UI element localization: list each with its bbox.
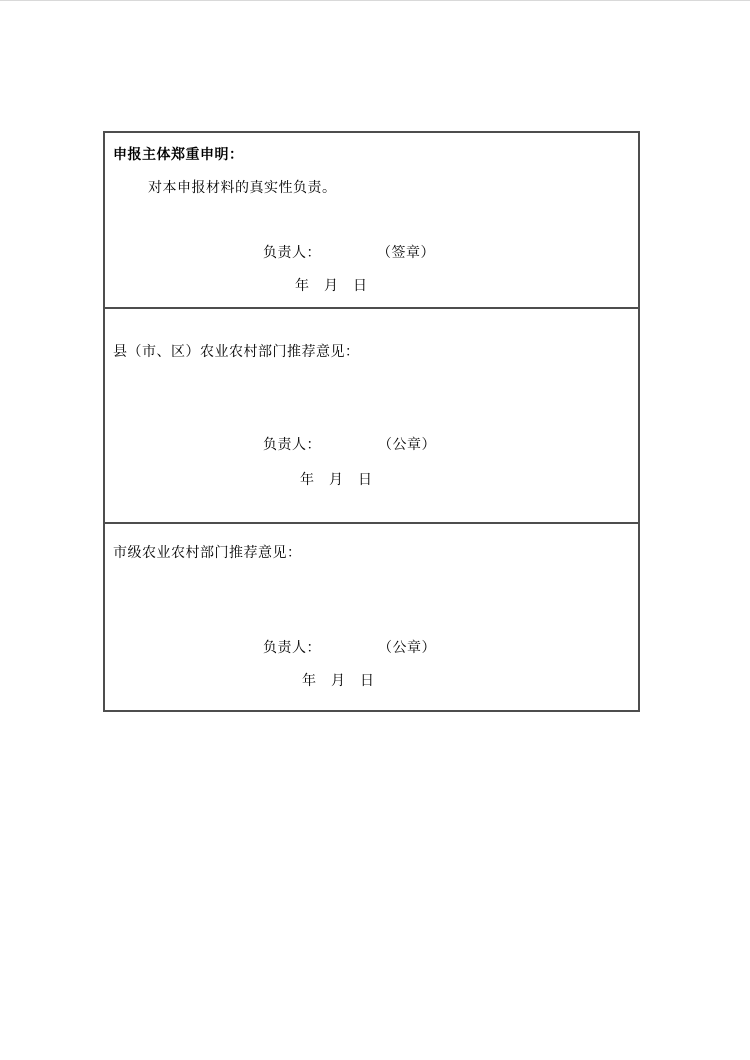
city-seal-label: （公章） [378, 639, 436, 655]
county-date-line: 年 月 日 [300, 471, 373, 487]
county-recommendation-title: 县（市、区）农业农村部门推荐意见： [113, 343, 360, 359]
county-signer-label: 负责人： [263, 436, 321, 452]
applicant-seal-label: （签章） [377, 244, 435, 260]
city-recommendation-title: 市级农业农村部门推荐意见： [113, 544, 302, 560]
city-date-line: 年 月 日 [302, 672, 375, 688]
applicant-declaration-title: 申报主体郑重申明： [113, 146, 244, 162]
city-signer-label: 负责人： [263, 639, 321, 655]
applicant-signer-label: 负责人： [263, 244, 321, 260]
applicant-date-line: 年 月 日 [295, 277, 368, 293]
declaration-table-frame [103, 131, 640, 712]
page-top-edge-line [0, 0, 750, 1]
county-seal-label: （公章） [378, 436, 436, 452]
row-divider-2 [105, 522, 638, 524]
applicant-declaration-body: 对本申报材料的真实性负责。 [148, 179, 337, 195]
row-divider-1 [105, 307, 638, 309]
